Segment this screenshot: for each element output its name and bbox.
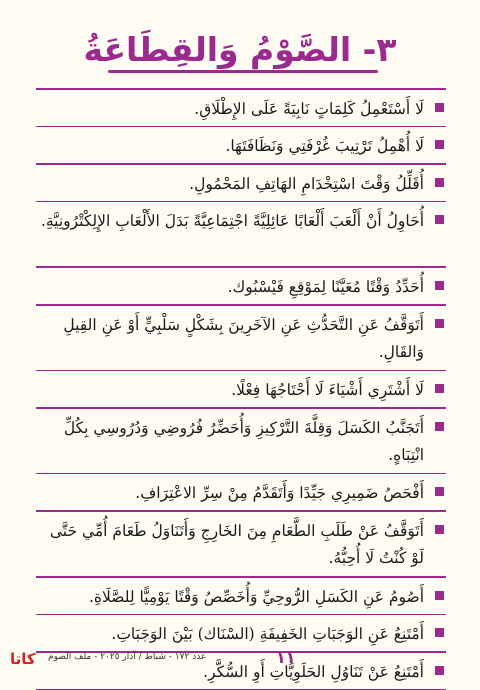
list-item xyxy=(36,127,446,163)
list-item xyxy=(36,409,446,473)
square-bullet-icon xyxy=(435,591,444,600)
list-item xyxy=(36,268,446,304)
list-item xyxy=(36,474,446,510)
magazine-logo: كاتا xyxy=(10,650,36,668)
square-bullet-icon xyxy=(435,487,444,496)
square-bullet-icon xyxy=(435,178,444,187)
square-bullet-icon xyxy=(435,103,444,112)
list-item-text: أَتَوَقَّفُ عَنِ التَّحَدُّثِ عَنِ الآخَرِينَ بِشَكْلٍ سَلْبِيٍّ أَوْ عَنِ القِيلِ وَالقَالِ. xyxy=(63,315,424,361)
list-item-text: لَا أَسْتَعْمِلُ كَلِمَاتٍ نَابِيَةً عَلَى الإِطْلَاقِ. xyxy=(194,99,424,118)
list-item-text: أَصُومُ عَنِ الكَسَلِ الرُّوحِيِّ وَأُخَصِّصُ وَقْتًا يَوْمِيًّا لِلصَّلَاةِ. xyxy=(88,587,424,606)
title-underline xyxy=(108,70,378,73)
list-item-text: أَتَوَقَّفُ عَنْ طَلَبِ الطَّعَامِ مِنَ الخَارِجِ وَأَتَنَاوَلُ طَعَامَ أُمِّي حَتَّى لَوْ كُنْتُ لَا أُحِبُّهُ. xyxy=(49,521,424,567)
page-number: ١١ xyxy=(276,648,296,667)
list-item-text: أَمْتَنِعُ عَنْ تَنَاوُلِ الحَلَوِيَّاتِ أَوِ السُّكَّرِ. xyxy=(203,662,424,681)
square-bullet-icon xyxy=(435,215,444,224)
list-item xyxy=(36,165,446,201)
list-item xyxy=(36,512,446,576)
square-bullet-icon xyxy=(435,525,444,534)
list-item-text: لَا أَشْتَرِي أَشْيَاءَ لَا أَحْتَاجُهَا فِعْلًا. xyxy=(231,381,424,400)
list-item xyxy=(36,578,446,614)
list-item-text: أُحَدِّدُ وَقْتًا مُعَيَّنًا لِمَوْقِعِ فَيْسْبُوك. xyxy=(227,277,424,296)
list-item-text: أَفْحَصُ ضَمِيرِي جَيِّدًا وَأَتَقَدَّمُ مِنْ سِرِّ الاعْتِرَافِ. xyxy=(135,484,424,503)
issue-info: عدد ١٧٢ - شباط / آذار ٢٠٢٥ - ملف الصوم xyxy=(48,652,207,662)
list-item-text: أُقَلِّلُ وَقْتَ اسْتِخْدَامِ الهَاتِفِ المَحْمُولِ. xyxy=(189,174,424,193)
list-item xyxy=(36,371,446,407)
square-bullet-icon xyxy=(435,422,444,431)
list-item xyxy=(36,90,446,126)
list-item-text: أَمْتَنِعُ عَنِ الوَجَبَاتِ الخَفِيفَةِ (السْنَاك) بَيْنَ الوَجَبَاتِ. xyxy=(111,625,424,644)
page-title: ٣- الصَّوْمُ وَالقِطَاعَةُ xyxy=(83,30,397,69)
square-bullet-icon xyxy=(435,319,444,328)
square-bullet-icon xyxy=(435,628,444,637)
list-item-text: أَتَجَنَّبُ الكَسَلَ وَقِلَّةَ التَّرْكِيزِ وَأُحَضِّرُ فُرُوضِي وَدُرُوسِي بِكُلِّ انْتِبَاهٍ. xyxy=(63,418,424,464)
list-item xyxy=(36,615,446,651)
list-item-text: أُحَاوِلُ أَنْ أَلْعَبَ أَلْعَابًا عَائِلِيَّةً اجْتِمَاعِيَّةً بَدَلَ الأَلْعَابِ الإِلِكْتْرُونِيَّةِ. xyxy=(40,212,424,231)
page-footer xyxy=(0,648,480,674)
square-bullet-icon xyxy=(435,384,444,393)
square-bullet-icon xyxy=(435,140,444,149)
list-item xyxy=(36,202,446,266)
square-bullet-icon xyxy=(435,281,444,290)
resolutions-list xyxy=(36,88,446,690)
list-item-text: لَا أُهْمِلُ تَرْتِيبَ غُرْفَتِي وَنَظَافَتَهَا. xyxy=(225,137,424,156)
title-wrap xyxy=(0,28,480,88)
list-item xyxy=(36,306,446,370)
